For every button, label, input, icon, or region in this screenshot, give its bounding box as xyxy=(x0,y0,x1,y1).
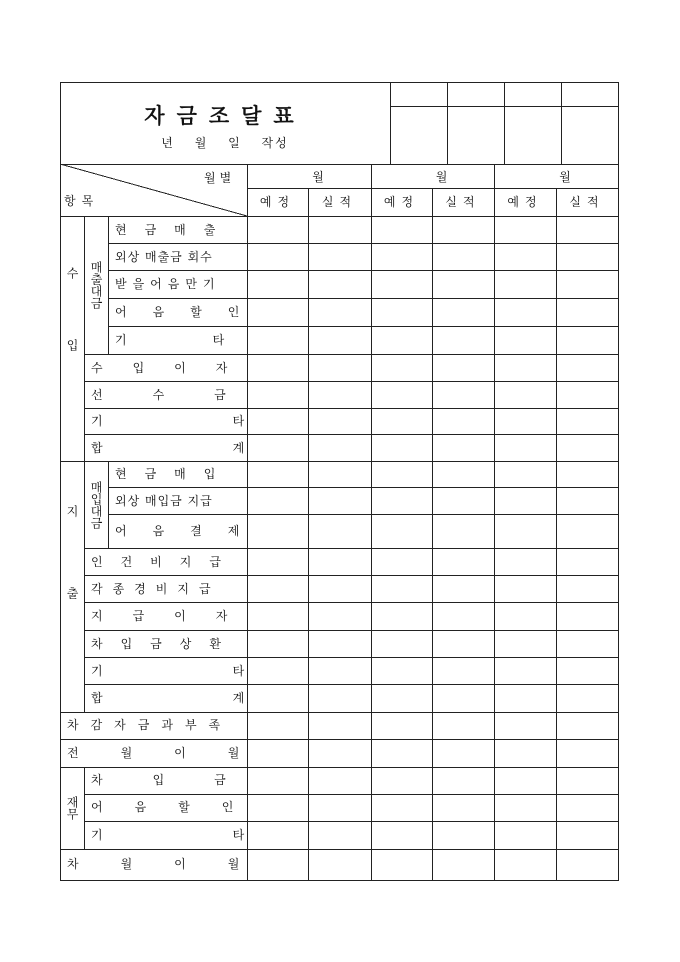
row-advance: 선수금 xyxy=(91,388,276,402)
month-col-2: 월 xyxy=(435,170,448,184)
row-fin-discount: 어음할인 xyxy=(91,800,266,814)
row-credit-sales-collection: 외상 매출금 회수 xyxy=(115,250,213,264)
row-label: 현금매출 xyxy=(115,223,234,237)
row-cash-purchase: 현금매입 xyxy=(115,467,234,481)
row-interest-paid: 지급이자 xyxy=(91,609,258,623)
actual-col-3: 실적 xyxy=(569,195,605,209)
group-sales-funds-label: 매출대금 xyxy=(89,261,103,309)
row-notes-discount: 어음할인 xyxy=(115,305,266,319)
row-income-total: 합계 xyxy=(91,441,375,455)
row-credit-purchase-pay: 외상 매입금 지급 xyxy=(115,494,213,508)
plan-col-2: 예정 xyxy=(383,195,420,209)
row-outgo-other: 기타 xyxy=(91,664,375,678)
group-outgo xyxy=(60,461,84,712)
group-income-label: 수입 xyxy=(65,266,79,411)
row-income-other: 기타 xyxy=(91,414,375,428)
year-label: 년 xyxy=(161,136,175,150)
row-interest-income: 수입이자 xyxy=(91,361,258,375)
group-purchase-funds-label: 매입대금 xyxy=(89,480,103,529)
group-finance xyxy=(60,767,84,849)
month-col-3: 월 xyxy=(559,170,571,184)
form-date-line xyxy=(60,134,390,151)
month-col-1: 월 xyxy=(312,170,324,184)
form-title: 자금조달표 xyxy=(144,103,306,128)
written-label: 작성 xyxy=(261,136,289,150)
actual-col-2: 실적 xyxy=(445,195,481,209)
row-outgo-total: 합계 xyxy=(91,691,375,705)
plan-col-3: 예정 xyxy=(507,195,543,209)
group-finance-label: 재무 xyxy=(65,796,79,820)
row-notes-due: 받을어음만기 xyxy=(115,277,221,291)
row-expenses: 각종경비지급 xyxy=(91,582,221,596)
header-monthly: 월별 xyxy=(204,171,236,185)
plan-col-1: 예정 xyxy=(259,195,296,209)
row-note-settlement: 어음결제 xyxy=(115,524,266,538)
row-fin-other: 기타 xyxy=(91,828,375,842)
row-prev-carry: 전월이월 xyxy=(67,746,282,760)
actual-col-1: 실적 xyxy=(321,195,358,209)
row-loan-repay: 차입금상환 xyxy=(91,637,239,651)
day-label: 일 xyxy=(228,136,242,150)
header-items: 항목 xyxy=(64,194,100,208)
row-net-surplus: 차감자금과부족 xyxy=(67,718,233,732)
row-cash-sales xyxy=(115,223,240,237)
row-next-carry: 차월이월 xyxy=(67,857,282,871)
month-label: 월 xyxy=(194,136,209,150)
group-outgo-label: 지출 xyxy=(65,504,79,669)
row-sales-other: 기타 xyxy=(115,333,311,347)
group-purchase-funds xyxy=(84,461,108,548)
group-sales-funds xyxy=(84,216,108,354)
row-borrowing: 차입금 xyxy=(91,773,276,787)
group-income xyxy=(60,216,84,461)
row-labor: 인건비지급 xyxy=(91,555,239,569)
